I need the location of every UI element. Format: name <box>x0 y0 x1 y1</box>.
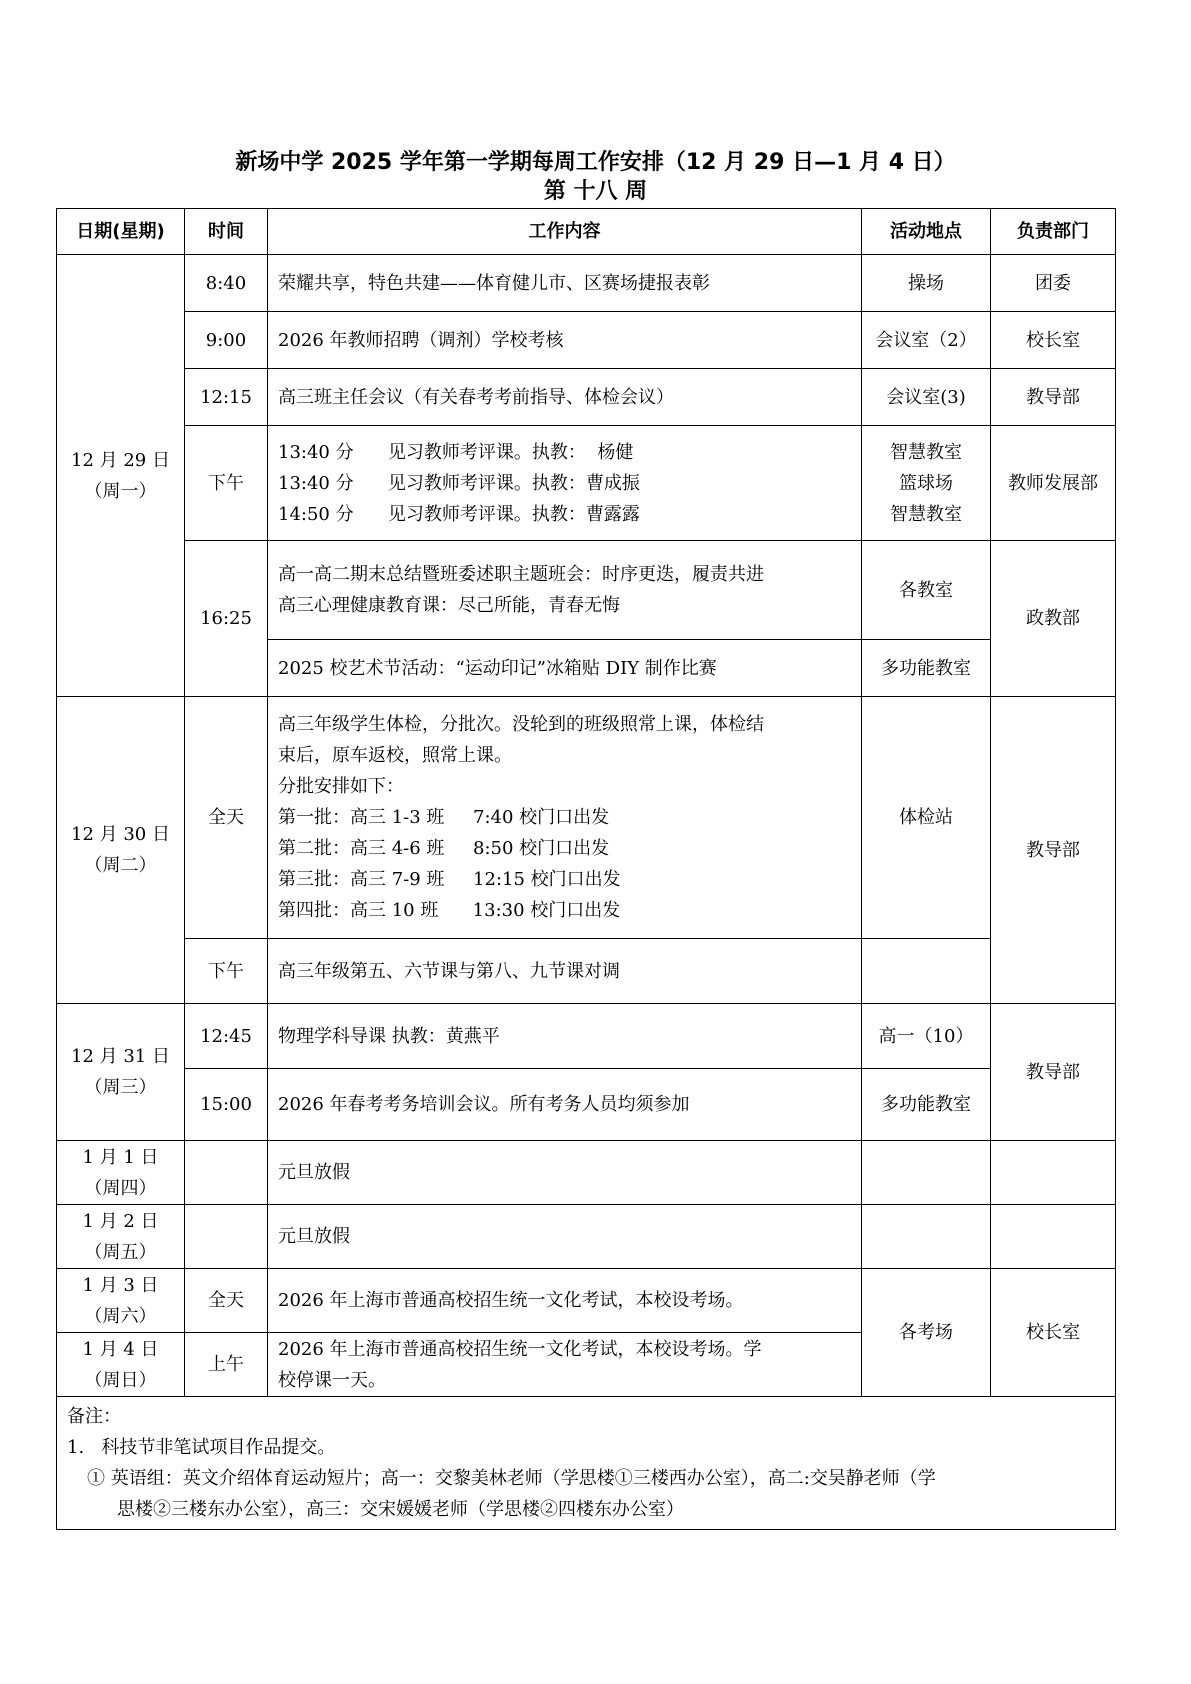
time-cell: 全天 <box>185 697 268 939</box>
week-label: 第 十八 周 <box>543 179 648 204</box>
content-cell: 物理学科导课 执教：黄燕平 <box>268 1004 862 1069</box>
table-row <box>57 1205 1116 1269</box>
date-cell <box>57 1141 185 1205</box>
time-cell: 12:45 <box>185 1004 268 1069</box>
weekday-label: （周三） <box>84 1077 157 1098</box>
date-cell <box>57 255 185 697</box>
content-line: 第四批：高三 10 班 13:30 校门口出发 <box>278 900 621 921</box>
content-line: 2026 年上海市普通高校招生统一文化考试，本校设考场。学 <box>278 1338 762 1360</box>
header-dept: 负责部门 <box>991 209 1116 255</box>
content-line: 校停课一天。 <box>278 1369 386 1391</box>
header-place: 活动地点 <box>862 209 991 255</box>
dept-cell <box>991 1205 1116 1269</box>
table-row <box>57 939 1116 1004</box>
place-cell: 体检站 <box>862 697 991 939</box>
dept-cell <box>991 1141 1116 1205</box>
date-cell <box>57 697 185 1004</box>
date-label: 1 月 3 日 <box>82 1274 159 1296</box>
dept-cell: 教师发展部 <box>991 426 1116 541</box>
dept-cell: 政教部 <box>991 541 1116 697</box>
content-cell <box>268 426 862 541</box>
table-row <box>57 1269 1116 1333</box>
content-cell <box>268 1333 862 1397</box>
content-line: 高三心理健康教育课：尽己所能，青春无悔 <box>278 595 620 616</box>
content-cell: 2026 年教师招聘（调剂）学校考核 <box>268 312 862 369</box>
schedule-table <box>56 208 1116 1530</box>
content-line: 束后，原车返校，照常上课。 <box>278 745 512 766</box>
date-label: 12 月 31 日 <box>71 1046 170 1067</box>
weekday-label: （周一） <box>84 480 157 502</box>
weekday-label: （周日） <box>84 1369 157 1391</box>
weekday-label: （周四） <box>84 1177 157 1199</box>
time-cell: 9:00 <box>185 312 268 369</box>
content-cell: 高三年级第五、六节课与第八、九节课对调 <box>268 939 862 1004</box>
content-line: 第二批：高三 4-6 班 8:50 校门口出发 <box>278 838 610 859</box>
date-label: 1 月 4 日 <box>82 1338 159 1360</box>
table-row <box>57 1141 1116 1205</box>
time-cell: 上午 <box>185 1333 268 1397</box>
weekday-label: （周六） <box>84 1305 157 1327</box>
content-line: 13:40 分 见习教师考评课。执教： 杨健 <box>278 441 634 463</box>
table-row <box>57 312 1116 369</box>
time-cell: 下午 <box>185 939 268 1004</box>
content-line: 高三年级学生体检，分批次。没轮到的班级照常上课，体检结 <box>278 714 764 735</box>
table-row <box>57 697 1116 939</box>
place-cell <box>862 426 991 541</box>
notes-label: 备注： <box>67 1406 121 1427</box>
place-cell: 各教室 <box>862 541 991 640</box>
dept-cell: 教导部 <box>991 1004 1116 1141</box>
date-label: 1 月 1 日 <box>82 1146 159 1168</box>
content-line: 高一高二期末总结暨班委述职主题班会：时序更迭，履责共进 <box>278 564 764 585</box>
notes-subitem <box>67 1463 1105 1525</box>
time-cell: 15:00 <box>185 1069 268 1141</box>
dept-cell: 教导部 <box>991 369 1116 426</box>
place-cell: 高一（10） <box>862 1004 991 1069</box>
place-cell: 操场 <box>862 255 991 312</box>
content-cell <box>268 541 862 640</box>
table-row <box>57 1069 1116 1141</box>
time-cell: 下午 <box>185 426 268 541</box>
dept-cell: 教导部 <box>991 697 1116 1004</box>
date-label: 1 月 2 日 <box>82 1210 159 1232</box>
time-cell <box>185 1141 268 1205</box>
content-cell: 荣耀共享，特色共建——体育健儿市、区赛场捷报表彰 <box>268 255 862 312</box>
place-line: 智慧教室 <box>890 441 962 463</box>
place-cell: 会议室（2） <box>862 312 991 369</box>
content-line: 分批安排如下： <box>278 776 404 797</box>
page-title: 新场中学 2025 学年第一学期每周工作安排（12 月 29 日—1 月 4 日） <box>235 150 956 175</box>
date-cell <box>57 1333 185 1397</box>
time-cell: 全天 <box>185 1269 268 1333</box>
time-cell: 16:25 <box>185 541 268 697</box>
time-cell: 12:15 <box>185 369 268 426</box>
place-line: 智慧教室 <box>890 503 962 525</box>
date-cell <box>57 1004 185 1141</box>
date-label: 12 月 30 日 <box>71 824 170 845</box>
place-cell: 多功能教室 <box>862 1069 991 1141</box>
header-time: 时间 <box>185 209 268 255</box>
content-line: 13:40 分 见习教师考评课。执教：曹成振 <box>278 472 640 494</box>
table-row <box>57 255 1116 312</box>
table-row <box>57 541 1116 640</box>
content-line: 第一批：高三 1-3 班 7:40 校门口出发 <box>278 807 610 828</box>
table-row <box>57 426 1116 541</box>
table-row <box>57 1004 1116 1069</box>
content-cell: 元旦放假 <box>268 1205 862 1269</box>
notes-cell <box>57 1397 1116 1530</box>
time-cell: 8:40 <box>185 255 268 312</box>
time-cell <box>185 1205 268 1269</box>
weekday-label: （周五） <box>84 1241 157 1263</box>
content-cell <box>268 697 862 939</box>
header-date: 日期(星期) <box>57 209 185 255</box>
notes-subitem-line: ① 英语组：英文介绍体育运动短片；高一：交黎美林老师（学思楼①三楼西办公室），高二:交吴静老师（学 <box>87 1468 936 1489</box>
content-cell: 高三班主任会议（有关春考考前指导、体检会议） <box>268 369 862 426</box>
dept-cell: 校长室 <box>991 312 1116 369</box>
place-cell: 各考场 <box>862 1269 991 1397</box>
weekday-label: （周二） <box>84 855 157 876</box>
dept-cell: 团委 <box>991 255 1116 312</box>
content-cell: 2026 年上海市普通高校招生统一文化考试，本校设考场。 <box>268 1269 862 1333</box>
place-cell: 多功能教室 <box>862 640 991 697</box>
place-cell <box>862 1141 991 1205</box>
place-cell: 会议室(3) <box>862 369 991 426</box>
content-cell: 元旦放假 <box>268 1141 862 1205</box>
place-cell <box>862 1205 991 1269</box>
date-label: 12 月 29 日 <box>71 449 170 471</box>
date-cell <box>57 1269 185 1333</box>
place-line: 篮球场 <box>899 472 953 494</box>
content-line: 第三批：高三 7-9 班 12:15 校门口出发 <box>278 869 621 890</box>
place-cell <box>862 939 991 1004</box>
dept-cell: 校长室 <box>991 1269 1116 1397</box>
notes-item: 1. 科技节非笔试项目作品提交。 <box>67 1437 336 1458</box>
notes-subitem-line: 思楼②三楼东办公室），高三：交宋媛媛老师（学思楼②四楼东办公室） <box>117 1499 684 1520</box>
table-header-row <box>57 209 1116 255</box>
table-row <box>57 369 1116 426</box>
content-cell: 2026 年春考考务培训会议。所有考务人员均须参加 <box>268 1069 862 1141</box>
notes-row <box>57 1397 1116 1530</box>
header-content: 工作内容 <box>268 209 862 255</box>
content-cell: 2025 校艺术节活动：“运动印记”冰箱贴 DIY 制作比赛 <box>268 640 862 697</box>
content-line: 14:50 分 见习教师考评课。执教：曹露露 <box>278 503 640 525</box>
date-cell <box>57 1205 185 1269</box>
